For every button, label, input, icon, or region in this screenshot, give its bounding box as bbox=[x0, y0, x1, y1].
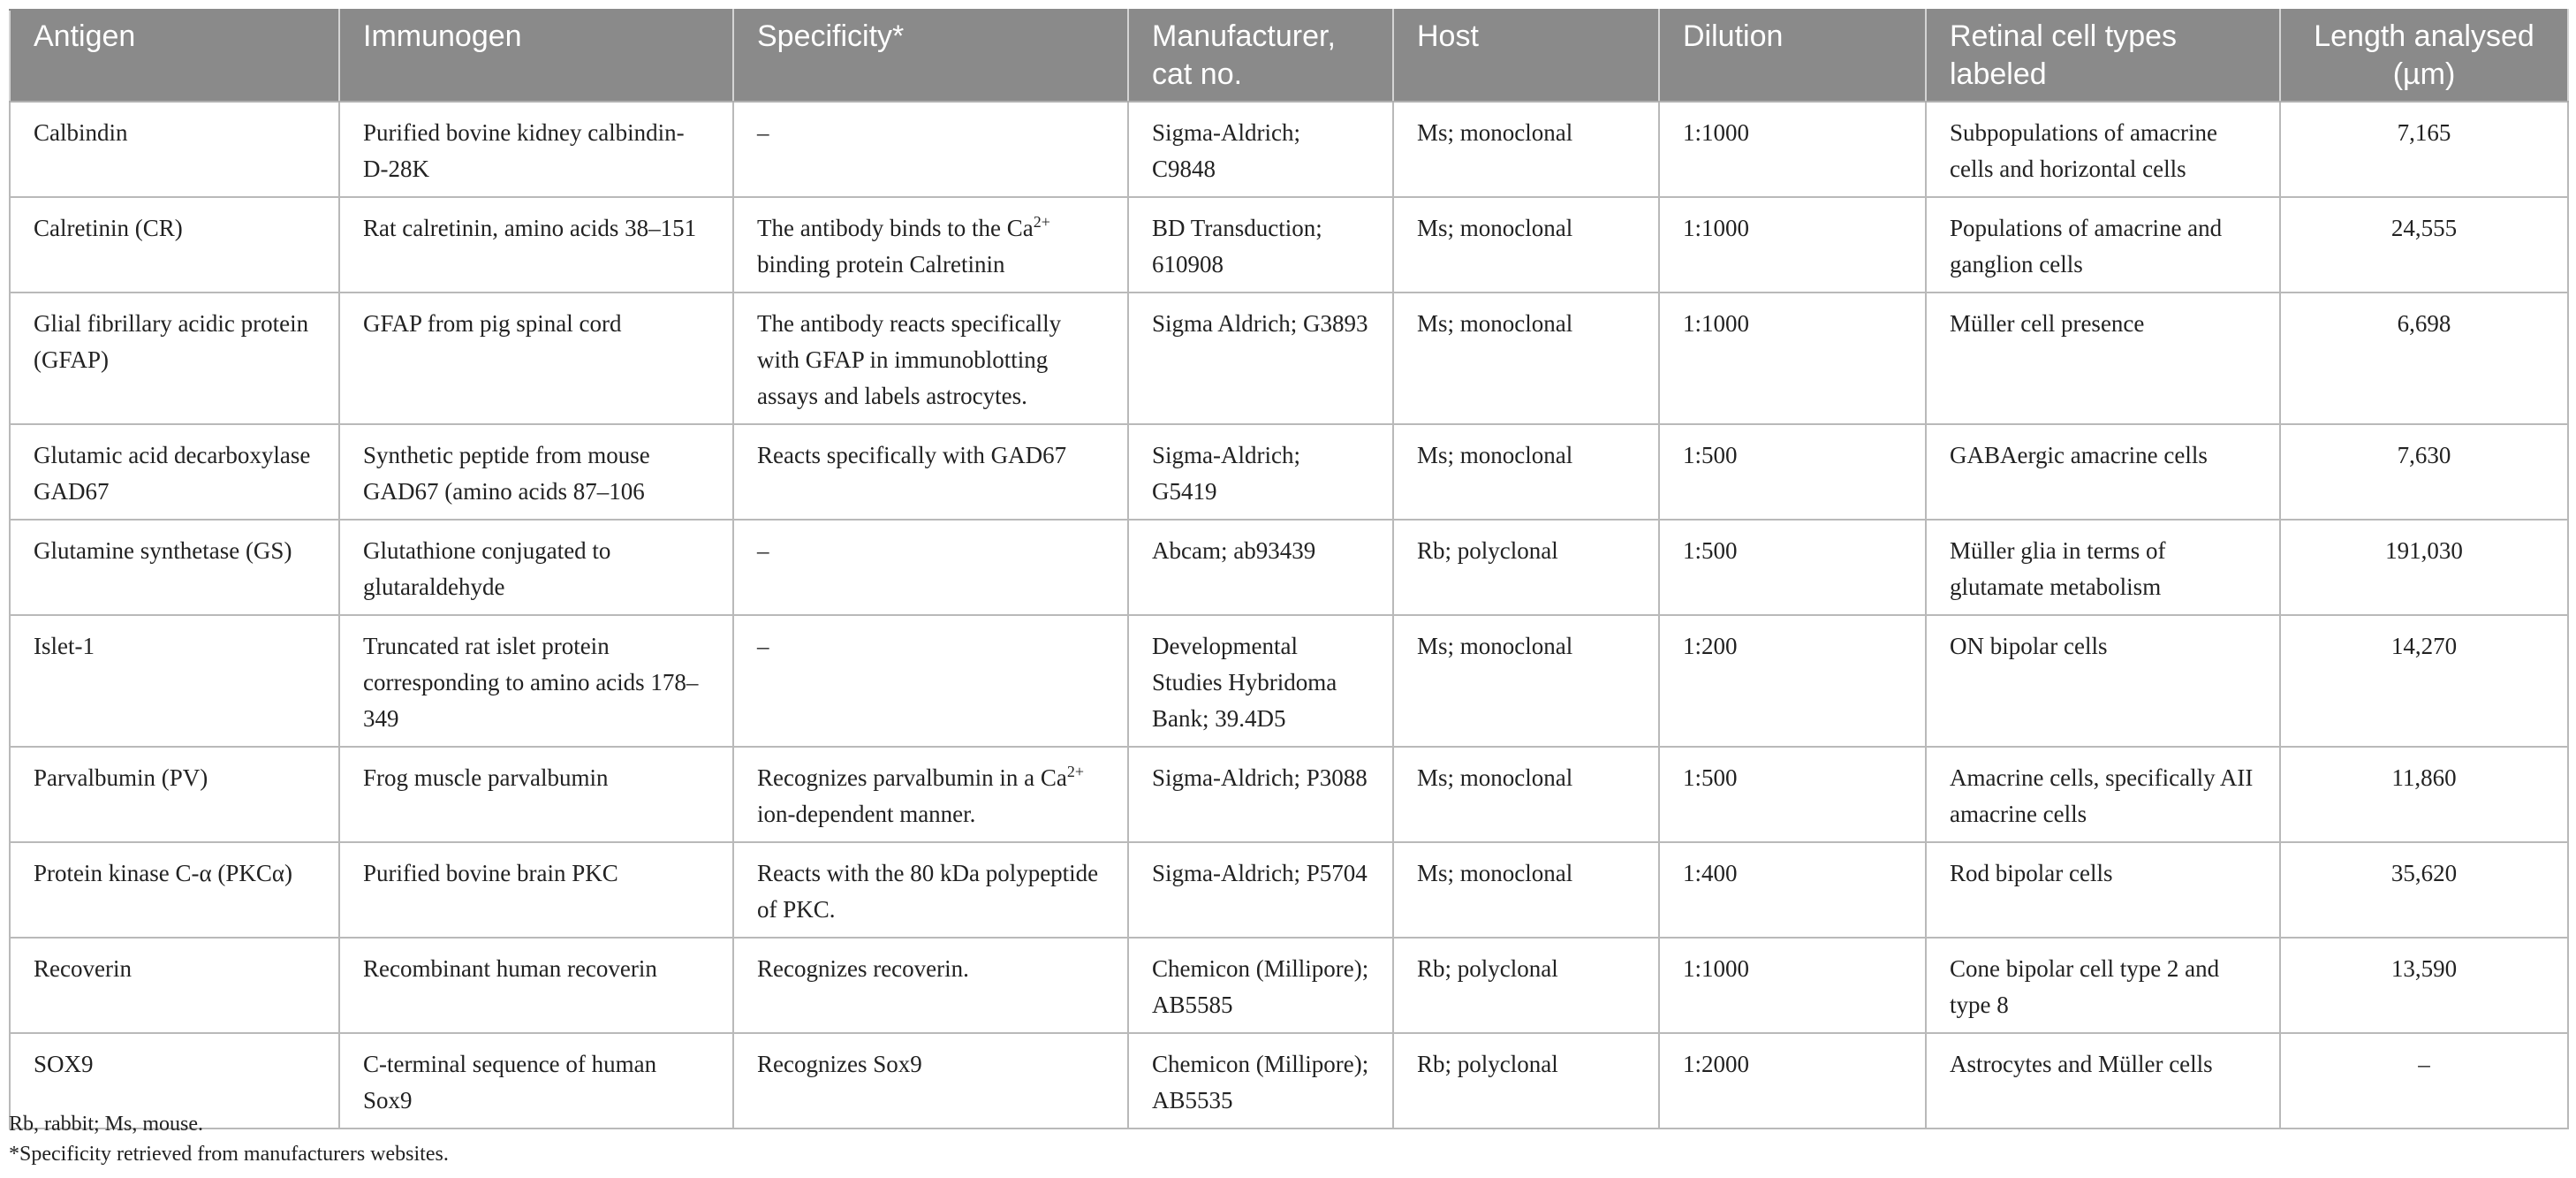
header-dilution: Dilution bbox=[1659, 10, 1926, 102]
cell-manufacturer: Sigma Aldrich; G3893 bbox=[1128, 293, 1393, 424]
cell-cell-types: Müller glia in terms of glutamate metabolism bbox=[1926, 520, 2280, 615]
cell-host: Rb; polyclonal bbox=[1393, 938, 1659, 1033]
cell-antigen: Glutamine synthetase (GS) bbox=[10, 520, 339, 615]
table-row bbox=[10, 1033, 2568, 1129]
cell-immunogen: Purified bovine kidney calbindin-D-28K bbox=[339, 102, 733, 197]
cell-manufacturer: Sigma-Aldrich; C9848 bbox=[1128, 102, 1393, 197]
specificity-superscript: 2+ bbox=[1033, 213, 1050, 231]
cell-specificity bbox=[733, 424, 1128, 520]
specificity-text: – bbox=[757, 119, 769, 146]
header-length: Length analysed (µm) bbox=[2280, 10, 2568, 102]
cell-manufacturer: Abcam; ab93439 bbox=[1128, 520, 1393, 615]
cell-host: Rb; polyclonal bbox=[1393, 520, 1659, 615]
cell-dilution: 1:1000 bbox=[1659, 293, 1926, 424]
antibody-table-container bbox=[9, 9, 2567, 1129]
specificity-text-rest: ion-dependent manner. bbox=[757, 801, 976, 827]
cell-specificity bbox=[733, 1033, 1128, 1129]
cell-immunogen: GFAP from pig spinal cord bbox=[339, 293, 733, 424]
specificity-text: – bbox=[757, 633, 769, 659]
cell-manufacturer: Sigma-Aldrich; P5704 bbox=[1128, 842, 1393, 938]
antibody-table bbox=[9, 9, 2569, 1129]
table-row bbox=[10, 197, 2568, 293]
cell-antigen: Glial fibrillary acidic protein (GFAP) bbox=[10, 293, 339, 424]
cell-immunogen: Truncated rat islet protein corresponding to amino acids 178–349 bbox=[339, 615, 733, 747]
cell-immunogen: C-terminal sequence of human Sox9 bbox=[339, 1033, 733, 1129]
cell-cell-types: GABAergic amacrine cells bbox=[1926, 424, 2280, 520]
cell-length: 13,590 bbox=[2280, 938, 2568, 1033]
cell-antigen: Islet-1 bbox=[10, 615, 339, 747]
header-row bbox=[10, 10, 2568, 102]
specificity-text: The antibody binds to the Ca bbox=[757, 215, 1034, 241]
cell-host: Ms; monoclonal bbox=[1393, 424, 1659, 520]
cell-antigen: Calretinin (CR) bbox=[10, 197, 339, 293]
cell-dilution: 1:1000 bbox=[1659, 102, 1926, 197]
cell-length: 7,630 bbox=[2280, 424, 2568, 520]
cell-cell-types: Rod bipolar cells bbox=[1926, 842, 2280, 938]
cell-length: 11,860 bbox=[2280, 747, 2568, 842]
footnote-specificity: *Specificity retrieved from manufacturers websites. bbox=[9, 1143, 449, 1166]
cell-dilution: 1:500 bbox=[1659, 424, 1926, 520]
specificity-text: Reacts specifically with GAD67 bbox=[757, 442, 1067, 468]
cell-manufacturer: Sigma-Aldrich; G5419 bbox=[1128, 424, 1393, 520]
specificity-text: Recognizes recoverin. bbox=[757, 955, 969, 982]
header-specificity: Specificity* bbox=[733, 10, 1128, 102]
cell-cell-types: ON bipolar cells bbox=[1926, 615, 2280, 747]
cell-cell-types: Astrocytes and Müller cells bbox=[1926, 1033, 2280, 1129]
cell-antigen: Parvalbumin (PV) bbox=[10, 747, 339, 842]
cell-host: Ms; monoclonal bbox=[1393, 842, 1659, 938]
specificity-superscript: 2+ bbox=[1066, 763, 1085, 780]
cell-host: Ms; monoclonal bbox=[1393, 615, 1659, 747]
cell-length: 35,620 bbox=[2280, 842, 2568, 938]
cell-cell-types: Cone bipolar cell type 2 and type 8 bbox=[1926, 938, 2280, 1033]
cell-dilution: 1:1000 bbox=[1659, 197, 1926, 293]
table-row bbox=[10, 615, 2568, 747]
header-cell-types: Retinal cell types labeled bbox=[1926, 10, 2280, 102]
cell-length: 6,698 bbox=[2280, 293, 2568, 424]
header-immunogen: Immunogen bbox=[339, 10, 733, 102]
cell-manufacturer: Chemicon (Millipore); AB5535 bbox=[1128, 1033, 1393, 1129]
cell-length: 191,030 bbox=[2280, 520, 2568, 615]
cell-specificity bbox=[733, 197, 1128, 293]
cell-specificity bbox=[733, 938, 1128, 1033]
cell-cell-types: Populations of amacrine and ganglion cells bbox=[1926, 197, 2280, 293]
cell-dilution: 1:500 bbox=[1659, 747, 1926, 842]
table-row bbox=[10, 520, 2568, 615]
cell-host: Rb; polyclonal bbox=[1393, 1033, 1659, 1129]
cell-dilution: 1:200 bbox=[1659, 615, 1926, 747]
cell-dilution: 1:2000 bbox=[1659, 1033, 1926, 1129]
cell-cell-types: Müller cell presence bbox=[1926, 293, 2280, 424]
specificity-text: Reacts with the 80 kDa polypeptide of PKC. bbox=[757, 860, 1099, 923]
cell-host: Ms; monoclonal bbox=[1393, 293, 1659, 424]
table-row bbox=[10, 842, 2568, 938]
cell-dilution: 1:1000 bbox=[1659, 938, 1926, 1033]
header-antigen: Antigen bbox=[10, 10, 339, 102]
cell-antigen: Protein kinase C-α (PKCα) bbox=[10, 842, 339, 938]
cell-specificity bbox=[733, 520, 1128, 615]
cell-length: 24,555 bbox=[2280, 197, 2568, 293]
specificity-text: Recognizes parvalbumin in a Ca bbox=[757, 764, 1067, 791]
cell-specificity bbox=[733, 293, 1128, 424]
cell-antigen: SOX9 bbox=[10, 1033, 339, 1129]
cell-specificity bbox=[733, 747, 1128, 842]
cell-manufacturer: Developmental Studies Hybridoma Bank; 39.4D5 bbox=[1128, 615, 1393, 747]
cell-specificity bbox=[733, 615, 1128, 747]
cell-manufacturer: Chemicon (Millipore); AB5585 bbox=[1128, 938, 1393, 1033]
cell-specificity bbox=[733, 102, 1128, 197]
cell-length: 14,270 bbox=[2280, 615, 2568, 747]
cell-dilution: 1:400 bbox=[1659, 842, 1926, 938]
table-row bbox=[10, 293, 2568, 424]
cell-specificity bbox=[733, 842, 1128, 938]
cell-host: Ms; monoclonal bbox=[1393, 197, 1659, 293]
footnote-abbreviations: Rb, rabbit; Ms, mouse. bbox=[9, 1113, 203, 1136]
table-row bbox=[10, 747, 2568, 842]
cell-immunogen: Glutathione conjugated to glutaraldehyde bbox=[339, 520, 733, 615]
cell-host: Ms; monoclonal bbox=[1393, 102, 1659, 197]
cell-immunogen: Purified bovine brain PKC bbox=[339, 842, 733, 938]
table-row bbox=[10, 424, 2568, 520]
table-row bbox=[10, 102, 2568, 197]
cell-length: – bbox=[2280, 1033, 2568, 1129]
specificity-text-rest: binding protein Calretinin bbox=[757, 251, 1005, 277]
cell-immunogen: Frog muscle parvalbumin bbox=[339, 747, 733, 842]
cell-immunogen: Synthetic peptide from mouse GAD67 (amino acids 87–106 bbox=[339, 424, 733, 520]
cell-antigen: Recoverin bbox=[10, 938, 339, 1033]
cell-manufacturer: Sigma-Aldrich; P3088 bbox=[1128, 747, 1393, 842]
cell-dilution: 1:500 bbox=[1659, 520, 1926, 615]
specificity-text: Recognizes Sox9 bbox=[757, 1051, 922, 1077]
table-row bbox=[10, 938, 2568, 1033]
cell-antigen: Calbindin bbox=[10, 102, 339, 197]
cell-cell-types: Amacrine cells, specifically AII amacrine cells bbox=[1926, 747, 2280, 842]
header-host: Host bbox=[1393, 10, 1659, 102]
cell-host: Ms; monoclonal bbox=[1393, 747, 1659, 842]
specificity-text: – bbox=[757, 537, 769, 564]
specificity-text: The antibody reacts specifically with GFAP in immunoblotting assays and labels astrocytes. bbox=[757, 310, 1062, 409]
cell-immunogen: Rat calretinin, amino acids 38–151 bbox=[339, 197, 733, 293]
cell-manufacturer: BD Transduction; 610908 bbox=[1128, 197, 1393, 293]
cell-cell-types: Subpopulations of amacrine cells and horizontal cells bbox=[1926, 102, 2280, 197]
header-manufacturer: Manufacturer, cat no. bbox=[1128, 10, 1393, 102]
cell-immunogen: Recombinant human recoverin bbox=[339, 938, 733, 1033]
cell-length: 7,165 bbox=[2280, 102, 2568, 197]
cell-antigen: Glutamic acid decarboxylase GAD67 bbox=[10, 424, 339, 520]
